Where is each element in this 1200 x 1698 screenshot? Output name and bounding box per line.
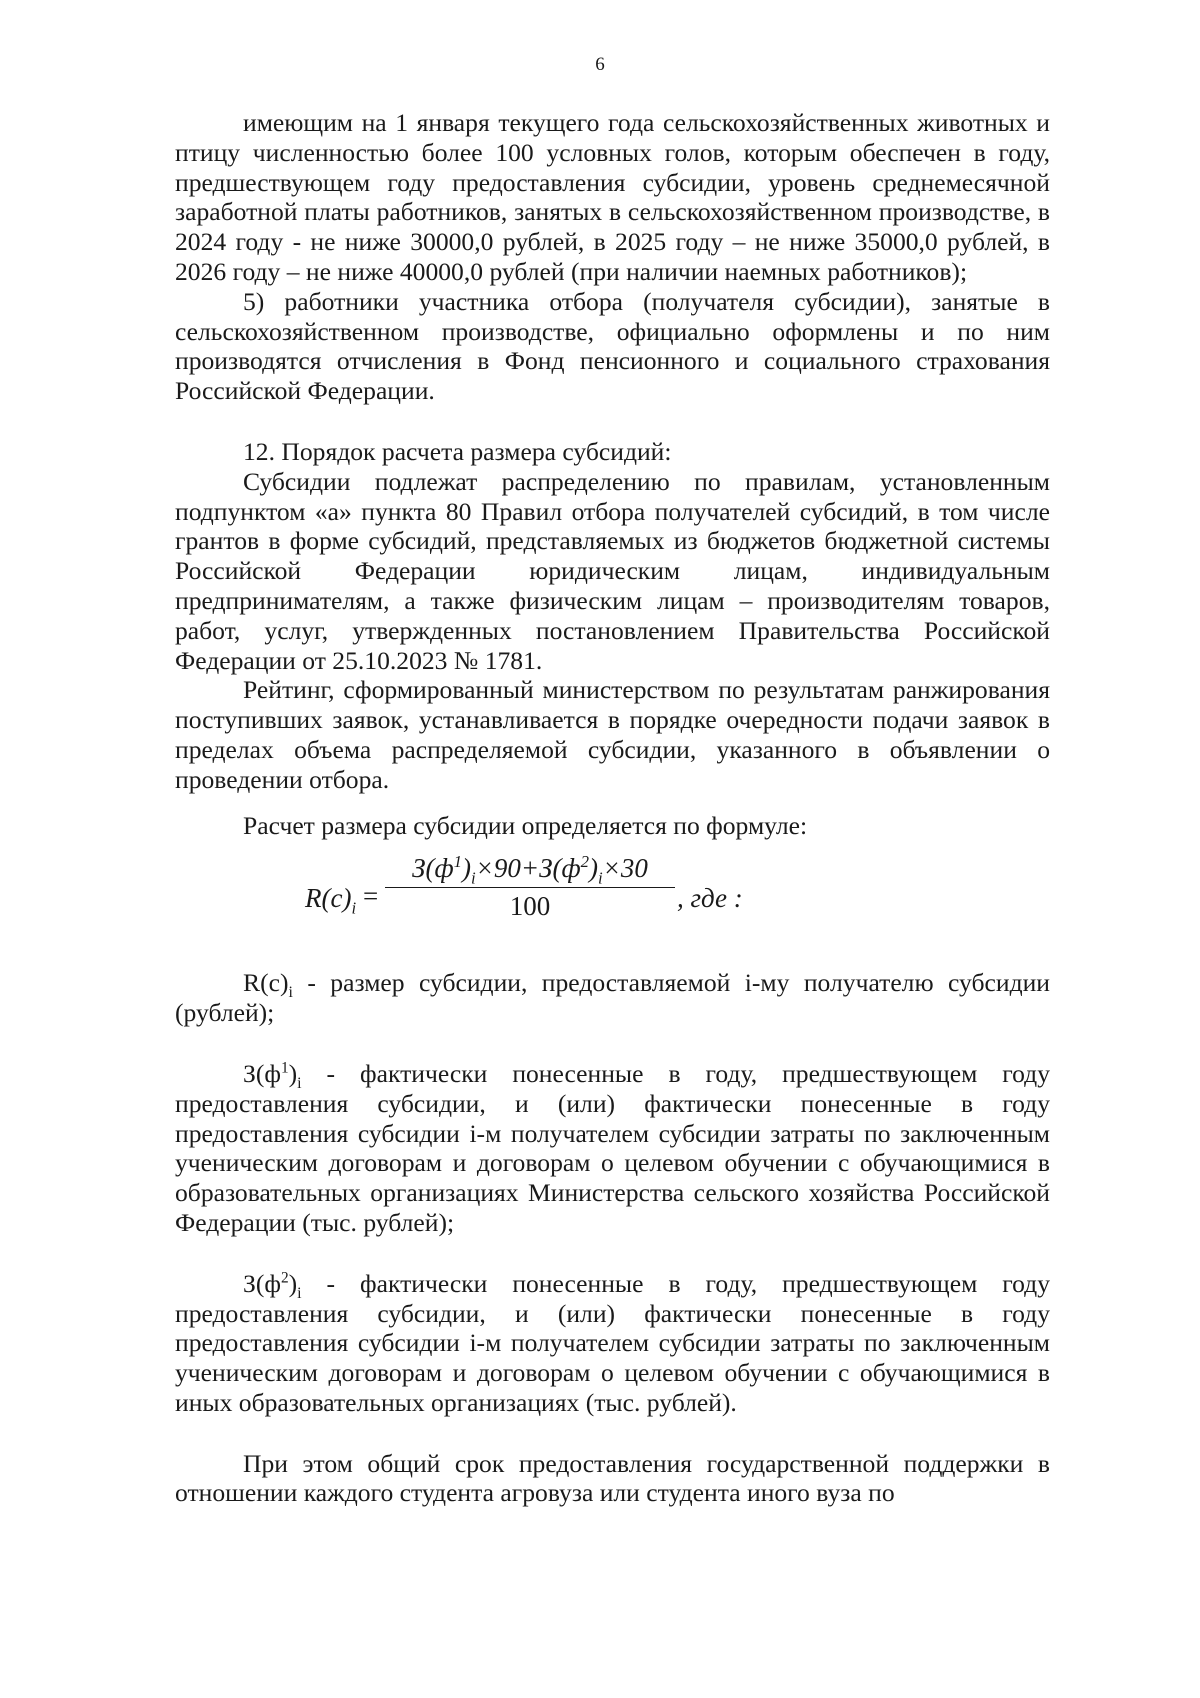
paragraph-support-term: При этом общий срок предоставления государственной поддержки в отношении каждого студента агровуза или студента иного вуза по <box>175 1448 1050 1508</box>
definition-symbol: $R(с)_i$ <box>243 968 293 1002</box>
formula-denominator: 100 <box>509 891 551 922</box>
definition-symbol: $З(ф^1)_i$ <box>243 1058 302 1093</box>
definition-subsidy-size: $R(с)_i$ - размер субсидии, предоставляемой i-му получателю субсидии (рублей); <box>175 968 1050 1028</box>
subsidy-formula <box>175 846 1050 964</box>
formula-lhs: $R(c)_i$ <box>305 883 357 918</box>
paragraph-livestock-wage-condition: имеющим на 1 января текущего года сельскохозяйственных животных и птицу численностью более 100 условных голов, которым обеспечен в году, предшествующем году предоставления субсидии, уровень среднемесячной заработной платы работников, занятых в сельскохозяйственном производстве, в 2024 году - не ниже 30000,0 рублей, в 2025 году – не ниже 35000,0 рублей, в 2026 году – не ниже 40000,0 рублей (при наличии наемных работников); <box>175 108 1050 286</box>
formula-numerator: $З(ф^1)_i\times 90+З(ф^2)_i\times 30$ <box>385 854 675 888</box>
formula-where: , где : <box>677 883 743 914</box>
section-heading-subsidy-calculation: 12. Порядок расчета размера субсидий: <box>243 436 672 466</box>
definition-costs-other-orgs: $З(ф^2)_i$ - фактически понесенные в году, предшествующем году предоставления субсидии, и (или) фактически понесенные в году предоставления субсидии i-м получателем субсидии затраты по заключенным ученическим договорам и договорам о целевом обучении с обучающимися в иных образовательных организациях (тыс. рублей). <box>175 1268 1050 1417</box>
paragraph-formula-intro: Расчет размера субсидии определяется по формуле: <box>243 810 808 840</box>
definition-costs-ministry-orgs: $З(ф^1)_i$ - фактически понесенные в году, предшествующем году предоставления субсидии, и (или) фактически понесенные в году предоставления субсидии i-м получателем субсидии затраты по заключенным ученическим договорам и договорам о целевом обучении с обучающимися в образовательных организациях Министерства сельского хозяйства Российской Федерации (тыс. рублей); <box>175 1058 1050 1237</box>
page-number: 6 <box>595 54 605 75</box>
paragraph-employee-registration: 5) работники участника отбора (получателя субсидии), занятые в сельскохозяйственном производстве, официально оформлены и по ним производятся отчисления в Фонд пенсионного и социального страхования Российской Федерации. <box>175 286 1050 406</box>
paragraph-distribution-rules: Субсидии подлежат распределению по правилам, установленным подпунктом «а» пункта 80 Правил отбора получателей субсидий, в том числе грантов в форме субсидий, представляемых из бюджетов бюджетной системы Российской Федерации юридическим лицам, индивидуальным предпринимателям, а также физическим лицам – производителям товаров, работ, услуг, утвержденных постановлением Правительства Российской Федерации от 25.10.2023 № 1781. <box>175 466 1050 675</box>
paragraph-rating: Рейтинг, сформированный министерством по результатам ранжирования поступивших заявок, устанавливается в порядке очередности подачи заявок в пределах объема распределяемой субсидии, указанного в объявлении о проведении отбора. <box>175 675 1050 794</box>
document-body <box>175 108 1050 1508</box>
formula-fraction <box>385 854 675 922</box>
formula-equals: = <box>363 881 379 912</box>
definition-symbol: $З(ф^2)_i$ <box>243 1268 302 1302</box>
